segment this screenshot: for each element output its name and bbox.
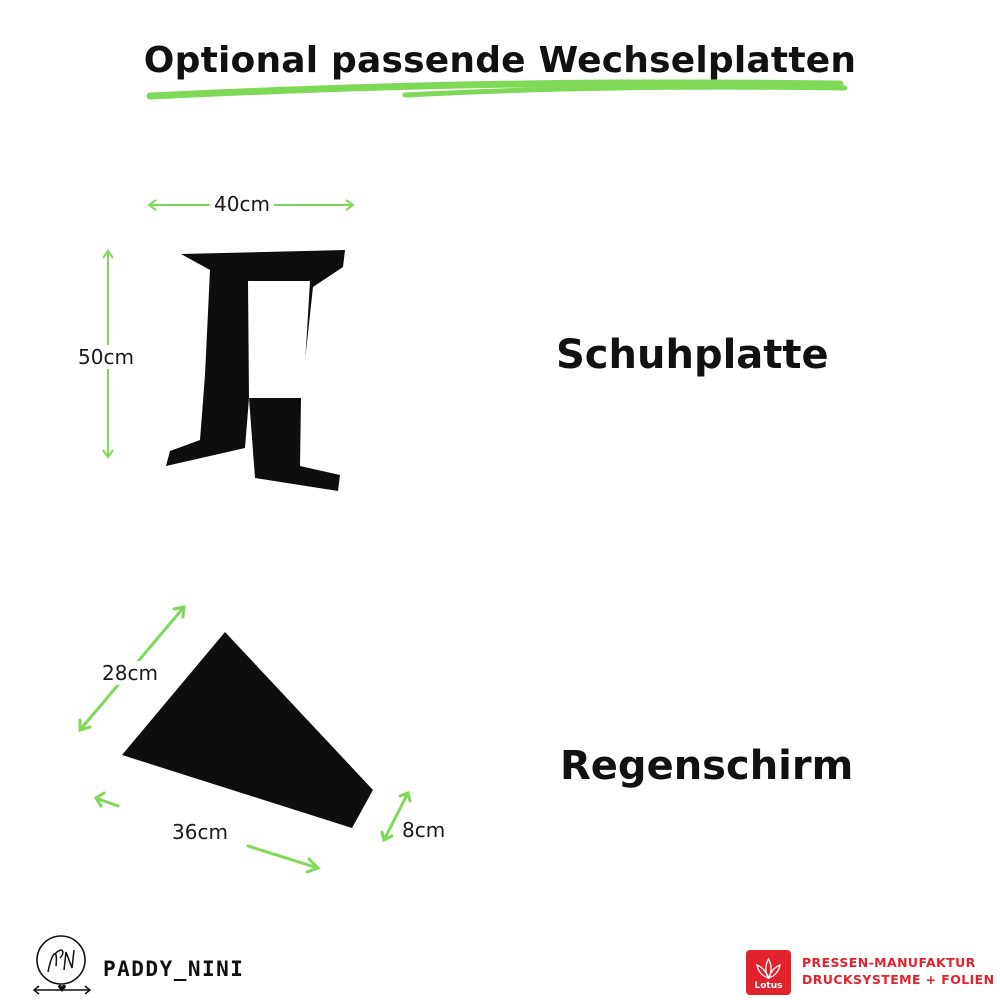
lotus-line-2: DRUCKSYSTEME + FOLIEN bbox=[802, 972, 995, 987]
side-label: 28cm bbox=[98, 661, 162, 685]
page-title: Optional passende Wechselplatten bbox=[143, 40, 857, 81]
lotus-logo-icon bbox=[746, 950, 791, 995]
lotus-line-1: PRESSEN-MANUFAKTUR bbox=[802, 955, 976, 970]
width-label: 40cm bbox=[210, 192, 274, 216]
bottom-label: 36cm bbox=[168, 820, 232, 844]
brand-left-name: PADDY_NINI bbox=[103, 957, 245, 981]
paddy-nini-monogram-icon bbox=[28, 932, 96, 1000]
height-label: 50cm bbox=[74, 345, 138, 369]
schuhplatte-label: Schuhplatte bbox=[556, 332, 829, 378]
regenschirm-label: Regenschirm bbox=[560, 743, 854, 789]
short-side-label: 8cm bbox=[398, 818, 449, 842]
lotus-tagline bbox=[802, 954, 994, 988]
lotus-logo-text: Lotus bbox=[754, 981, 783, 991]
